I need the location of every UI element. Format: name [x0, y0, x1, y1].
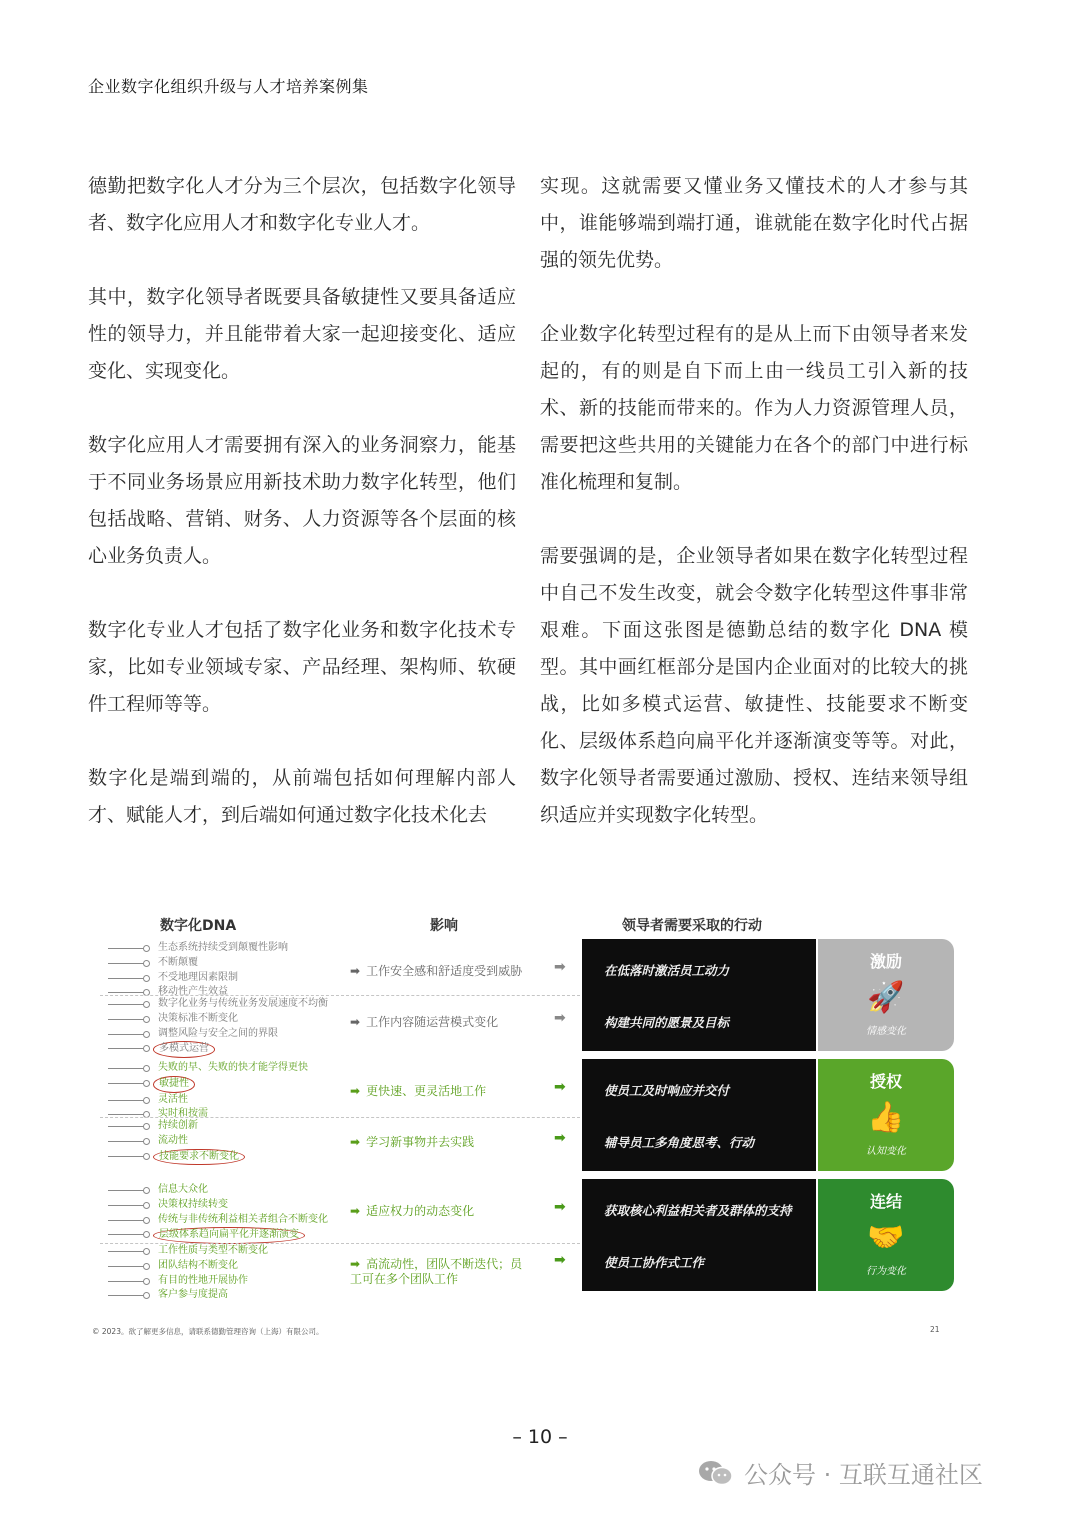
action-item: 在低落时激活员工动力: [604, 963, 730, 978]
dna-group-2: [100, 997, 350, 1058]
tile-motivate: [818, 939, 954, 1051]
dna-item: [100, 1149, 350, 1166]
dna-item: 持续创新: [100, 1119, 350, 1134]
tile-title: 授权: [869, 1072, 902, 1091]
arrow-right-icon: ➡: [350, 1204, 361, 1218]
impact-item: ➡ 适应权力的动态变化: [350, 1204, 475, 1218]
arrow-right-icon: ➡: [350, 1084, 361, 1098]
dna-item: 决策标准不断变化: [100, 1012, 350, 1027]
dna-item: 不受地理因素限制: [100, 971, 350, 986]
dna-item: 不断颠覆: [100, 956, 350, 971]
action-box-2: [582, 1059, 816, 1171]
action-item: 辅导员工多角度思考、行动: [604, 1135, 755, 1150]
arrow-right-icon: ➡: [554, 1010, 566, 1026]
arrow-right-icon: ➡: [554, 1252, 566, 1268]
dna-group-6: [100, 1244, 350, 1303]
paragraph: 数字化是端到端的，从前端包括如何理解内部人才、赋能人才，到后端如何通过数字化技术化去: [88, 767, 516, 826]
dna-item: 信息大众化: [100, 1183, 350, 1198]
document-header-title: 企业数字化组织升级与人才培养案例集: [88, 77, 369, 96]
dna-item: 工作性质与类型不断变化: [100, 1244, 350, 1259]
dna-group-5: [100, 1183, 350, 1244]
tile-subtitle: 情感变化: [866, 1026, 906, 1037]
thumbs-up-icon: 👍: [867, 1100, 905, 1135]
tile-title: 连结: [869, 1192, 902, 1211]
dna-group-4: [100, 1119, 350, 1165]
arrow-right-icon: ➡: [554, 959, 566, 975]
digital-dna-figure: [92, 905, 972, 1345]
arrow-right-icon: ➡: [350, 1015, 361, 1029]
arrow-right-icon: ➡: [554, 1199, 566, 1215]
handshake-icon: 🤝: [867, 1220, 905, 1255]
arrow-right-icon: ➡: [554, 1130, 566, 1146]
impact-item: ➡ 工作安全感和舒适度受到威胁: [350, 964, 523, 978]
figure-header-impact: 影响: [430, 918, 458, 934]
paragraph: 数字化专业人才包括了数字化业务和数字化技术专家，比如专业领域专家、产品经理、架构师、软硬件工程师等等。: [88, 619, 516, 715]
dna-group-1: [100, 941, 350, 1000]
action-item: 使员工及时响应并交付: [604, 1083, 730, 1098]
highlight-circle: 层级体系趋向扁平化并逐渐演变: [153, 1227, 305, 1244]
paragraph: 其中，数字化领导者既要具备敏捷性又要具备适应性的领导力，并且能带着大家一起迎接变化、适应变化、实现变化。: [88, 286, 516, 382]
figure-footer: © 2023。欲了解更多信息，请联系德勤管理咨询（上海）有限公司。: [92, 1327, 324, 1336]
divider: [100, 1117, 580, 1118]
dna-item: 失败的早、失败的快才能学得更快: [100, 1061, 350, 1076]
arrow-right-icon: ➡: [350, 1257, 361, 1271]
action-item: 获取核心利益相关者及群体的支持: [604, 1203, 792, 1218]
action-box-3: [582, 1179, 816, 1291]
dna-item: 数字化业务与传统业务发展速度不均衡: [100, 997, 350, 1012]
arrow-right-icon: ➡: [350, 1135, 361, 1149]
tile-connect: [818, 1179, 954, 1291]
paragraph: 数字化应用人才需要拥有深入的业务洞察力，能基于不同业务场景应用新技术助力数字化转型，他们包括战略、营销、财务、人力资源等各个层面的核心业务负责人。: [88, 434, 516, 567]
watermark: 公众号 · 互联互通社区: [698, 1455, 983, 1490]
tile-subtitle: 认知变化: [866, 1146, 906, 1157]
dna-item: [100, 1227, 350, 1244]
impact-item: ➡ 更快速、更灵活地工作: [350, 1084, 487, 1098]
paragraph: 企业数字化转型过程有的是从上而下由领导者来发起的，有的则是自下而上由一线员工引入新的技术、新的技能而带来的。作为人力资源管理人员，需要把这些共用的关键能力在各个的部门中进行标准化梳理和复制。: [540, 323, 968, 493]
action-item: 使员工协作式工作: [604, 1255, 705, 1270]
left-text-column: [88, 168, 516, 871]
tile-empower: [818, 1059, 954, 1171]
divider: [100, 995, 580, 996]
rocket-icon: 🚀: [867, 980, 905, 1015]
highlight-circle: 敏捷性: [153, 1076, 195, 1093]
dna-item: 有目的性地开展协作: [100, 1274, 350, 1289]
figure-header-dna: 数字化DNA: [160, 918, 237, 934]
dna-item: 传统与非传统利益相关者组合不断变化: [100, 1213, 350, 1228]
paragraph: 实现。这就需要又懂业务又懂技术的人才参与其中，谁能够端到端打通，谁就能在数字化时代占据强的领先优势。: [540, 175, 968, 271]
impact-item: ➡ 高流动性，团队不断迭代；员工可在多个团队工作: [350, 1257, 523, 1286]
dna-item: 团队结构不断变化: [100, 1259, 350, 1274]
dna-item: 调整风险与安全之间的界限: [100, 1027, 350, 1042]
paragraph: 德勤把数字化人才分为三个层次，包括数字化领导者、数字化应用人才和数字化专业人才。: [88, 175, 516, 234]
dna-item: 实时和按需: [100, 1107, 350, 1122]
highlight-circle: 多模式运营: [153, 1041, 215, 1058]
right-text-column: [540, 168, 968, 871]
page-number: – 10 –: [512, 1426, 568, 1448]
figure-page-number: 21: [930, 1325, 940, 1334]
action-box-1: [582, 939, 816, 1051]
dna-item: [100, 1076, 350, 1093]
tile-subtitle: 行为变化: [866, 1266, 906, 1277]
dna-item: 流动性: [100, 1134, 350, 1149]
dna-item: [100, 1041, 350, 1058]
wechat-icon: [698, 1459, 734, 1487]
highlight-circle: 技能要求不断变化: [153, 1149, 245, 1166]
dna-item: 决策权持续转变: [100, 1198, 350, 1213]
arrow-right-icon: ➡: [554, 1079, 566, 1095]
tile-title: 激励: [869, 952, 902, 971]
dna-group-3: [100, 1061, 350, 1122]
dna-item: 生态系统持续受到颠覆性影响: [100, 941, 350, 956]
dna-item: 移动性产生效益: [100, 985, 350, 1000]
impact-item: ➡ 学习新事物并去实践: [350, 1135, 475, 1149]
arrow-right-icon: ➡: [350, 964, 361, 978]
action-item: 构建共同的愿景及目标: [604, 1015, 730, 1030]
figure-header-actions: 领导者需要采取的行动: [622, 918, 762, 934]
dna-item: 灵活性: [100, 1093, 350, 1108]
impact-item: ➡ 工作内容随运营模式变化: [350, 1015, 499, 1029]
paragraph: 需要强调的是，企业领导者如果在数字化转型过程中自己不发生改变，就会令数字化转型这件事非常艰难。下面这张图是德勤总结的数字化 DNA 模型。其中画红框部分是国内企业面对的比较大的挑战，比如多模式运营、敏捷性、技能要求不断变化、层级体系趋向扁平化并逐渐演变等等。对此，数字化领导者需要通过激励、授权、连结来领导组织适应并实现数字化转型。: [540, 545, 968, 826]
dna-item: 客户参与度提高: [100, 1288, 350, 1303]
